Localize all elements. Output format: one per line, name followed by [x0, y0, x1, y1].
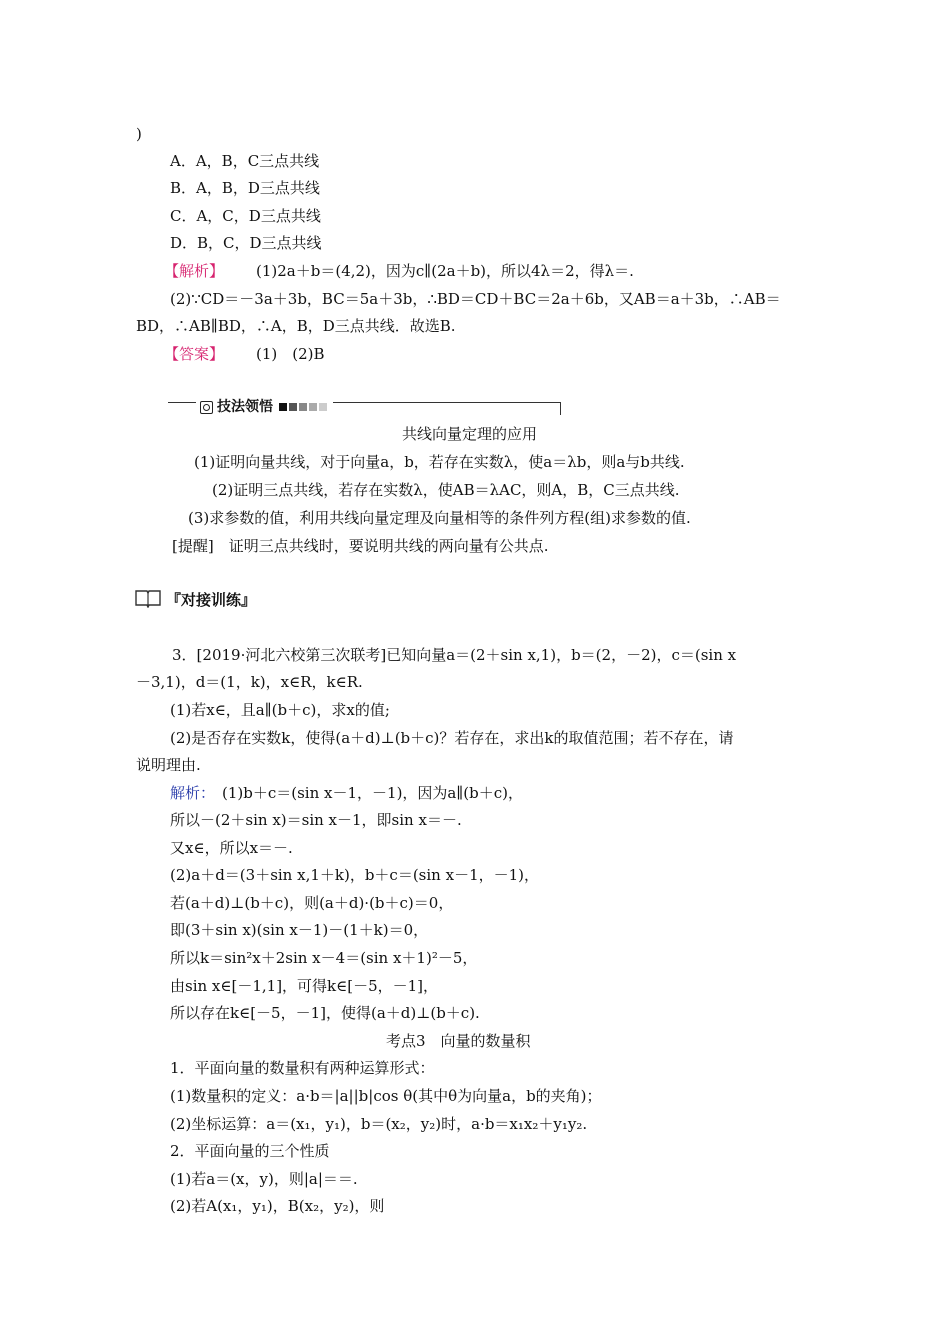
square-2	[289, 403, 297, 411]
solution-tag: 解析：	[170, 784, 216, 802]
solution-line-5: 若(a＋d)⊥(b＋c)，则(a＋d)·(b＋c)＝0，	[170, 894, 454, 912]
skill-heading-text: 技法领悟	[217, 399, 273, 415]
question-3-line-b: －3,1)，d＝(1，k)，x∈R，k∈R.	[136, 673, 363, 691]
property-1-def: (1)数量积的定义：a·b＝|a||b|cos θ(其中θ为向量a，b的夹角)；	[170, 1087, 602, 1105]
property-2-2: (2)若A(x₁，y₁)，B(x₂，y₂)，则	[170, 1197, 385, 1215]
question-3-line-a: 3．[2019·河北六校第三次联考]已知向量a＝(2＋sin x,1)，b＝(2，－2)，c＝(sin x	[172, 646, 737, 664]
solution-line-3: 又x∈，所以x＝－.	[170, 839, 293, 857]
reminder: [提醒] 证明三点共线时，要说明共线的两向量有公共点.	[172, 537, 549, 555]
option-c: C．A，C，D三点共线	[170, 207, 321, 225]
solution-line-6: 即(3＋sin x)(sin x－1)－(1＋k)＝0，	[170, 921, 429, 939]
property-2: 2．平面向量的三个性质	[170, 1142, 330, 1160]
analysis-line-1: (1)2a＋b＝(4,2)，因为c∥(2a＋b)，所以4λ＝2，得λ＝.	[256, 262, 634, 280]
property-2-1: (1)若a＝(x，y)，则|a|＝＝.	[170, 1170, 358, 1188]
training-title: 『对接训练』	[166, 591, 257, 609]
solution-line-7: 所以k＝sin²x＋2sin x－4＝(sin x＋1)²－5，	[170, 949, 478, 967]
option-a: A．A，B，C三点共线	[170, 152, 320, 170]
square-4	[309, 403, 317, 411]
method-1: (1)证明向量共线，对于向量a，b，若存在实数λ，使a＝λb，则a与b共线.	[194, 453, 685, 471]
topic-3-title: 考点3 向量的数量积	[386, 1032, 531, 1050]
question-3-part-2b: 说明理由.	[136, 756, 201, 774]
method-2: (2)证明三点共线，若存在实数λ，使AB＝λAC，则A，B，C三点共线.	[212, 481, 680, 499]
option-d: D．B，C，D三点共线	[170, 234, 322, 252]
analysis-tag: 【解析】	[164, 262, 225, 280]
question-3-part-2a: (2)是否存在实数k，使得(a＋d)⊥(b＋c)？若存在，求出k的取值范围；若不存在，请	[170, 729, 734, 747]
answer-value: (1) (2)B	[256, 345, 325, 363]
analysis-line-2b: BD，∴AB∥BD，∴A，B，D三点共线．故选B.	[136, 317, 456, 335]
property-1: 1．平面向量的数量积有两种运算形式：	[170, 1059, 435, 1077]
property-1-coord: (2)坐标运算：a＝(x₁，y₁)，b＝(x₂，y₂)时，a·b＝x₁x₂＋y₁y₂.	[170, 1115, 588, 1133]
analysis-line-2a: (2)∵CD＝－3a＋3b，BC＝5a＋3b，∴BD＝CD＋BC＝2a＋6b，又AB＝a＋3b，∴AB＝	[170, 290, 781, 308]
square-5	[319, 403, 327, 411]
square-3	[299, 403, 307, 411]
camera-icon	[200, 401, 213, 414]
solution-line-8: 由sin x∈[－1,1]，可得k∈[－5，－1]，	[170, 977, 439, 995]
answer-tag: 【答案】	[164, 345, 225, 363]
option-b: B．A，B，D三点共线	[170, 179, 320, 197]
method-3: (3)求参数的值，利用共线向量定理及向量相等的条件列方程(组)求参数的值.	[188, 509, 691, 527]
solution-line-4: (2)a＋d＝(3＋sin x,1＋k)，b＋c＝(sin x－1，－1)，	[170, 866, 540, 884]
square-1	[279, 403, 287, 411]
option-paren: )	[136, 125, 142, 143]
skill-heading	[196, 396, 333, 418]
section-title: 共线向量定理的应用	[402, 425, 538, 443]
solution-line-2: 所以－(2＋sin x)＝sin x－1，即sin x＝－.	[170, 811, 462, 829]
open-book-icon	[134, 588, 162, 608]
question-3-part-1: (1)若x∈，且a∥(b＋c)，求x的值;	[170, 701, 390, 719]
gradient-squares	[279, 403, 327, 411]
solution-line-9: 所以存在k∈[－5，－1]，使得(a＋d)⊥(b＋c).	[170, 1004, 480, 1022]
solution-line-1: (1)b＋c＝(sin x－1，－1)，因为a∥(b＋c)，	[222, 784, 524, 802]
